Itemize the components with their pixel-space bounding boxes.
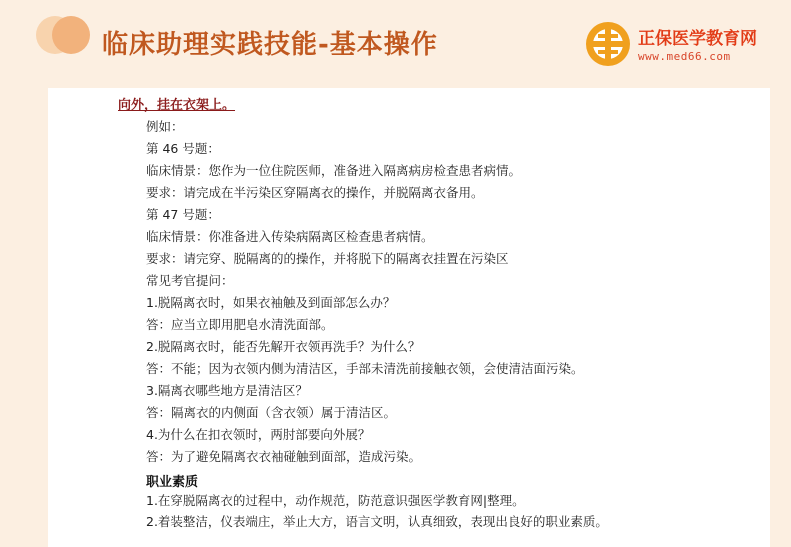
text-line: 答：不能；因为衣领内侧为清洁区，手部未清洗前接触衣领，会使清洁面污染。 — [146, 361, 584, 376]
content-panel — [48, 88, 770, 547]
logo-cross-icon — [584, 20, 632, 68]
logo-name: 正保医学教育网 — [638, 29, 757, 49]
text-line: 2.着装整洁，仪表端庄，举止大方，语言文明，认真细致，表现出良好的职业素质。 — [146, 514, 608, 529]
text-line: 1.在穿脱隔离衣的过程中，动作规范，防范意识强医学教育网|整理。 — [146, 493, 525, 508]
content-lines — [146, 116, 584, 468]
heading-link[interactable]: 向外，挂在衣架上。 — [118, 98, 236, 113]
text-line: 2.脱隔离衣时，能否先解开衣领再洗手？为什么？ — [146, 339, 421, 354]
text-line: 要求：请完成在半污染区穿隔离衣的操作，并脱隔离衣备用。 — [146, 185, 484, 200]
text-line: 答：应当立即用肥皂水清洗面部。 — [146, 317, 334, 332]
logo-url: www.med66.com — [638, 50, 731, 63]
section-title: 职业素质 — [146, 475, 199, 490]
text-line: 临床情景：您作为一位住院医师，准备进入隔离病房检查患者病情。 — [146, 163, 522, 178]
decorative-circle — [52, 16, 90, 54]
text-line: 1.脱隔离衣时，如果衣袖触及到面部怎么办？ — [146, 295, 396, 310]
text-line: 要求：请完穿、脱隔离的的操作，并将脱下的隔离衣挂置在污染区 — [146, 251, 509, 266]
section-lines — [146, 490, 608, 532]
text-line: 3.隔离衣哪些地方是清洁区？ — [146, 383, 308, 398]
text-line: 第 46 号题： — [146, 141, 220, 156]
text-line: 答：隔离衣的内侧面（含衣领）属于清洁区。 — [146, 405, 397, 420]
text-line: 常见考官提问： — [146, 273, 234, 288]
text-line: 例如： — [146, 119, 184, 134]
text-line: 第 47 号题： — [146, 207, 220, 222]
page-title: 临床助理实践技能-基本操作 — [102, 30, 438, 60]
header — [0, 0, 791, 80]
text-line: 临床情景：你准备进入传染病隔离区检查患者病情。 — [146, 229, 434, 244]
brand-logo[interactable] — [584, 20, 774, 70]
text-line: 4.为什么在扣衣领时，两肘部要向外展？ — [146, 427, 371, 442]
text-line: 答：为了避免隔离衣衣袖碰触到面部，造成污染。 — [146, 449, 422, 464]
